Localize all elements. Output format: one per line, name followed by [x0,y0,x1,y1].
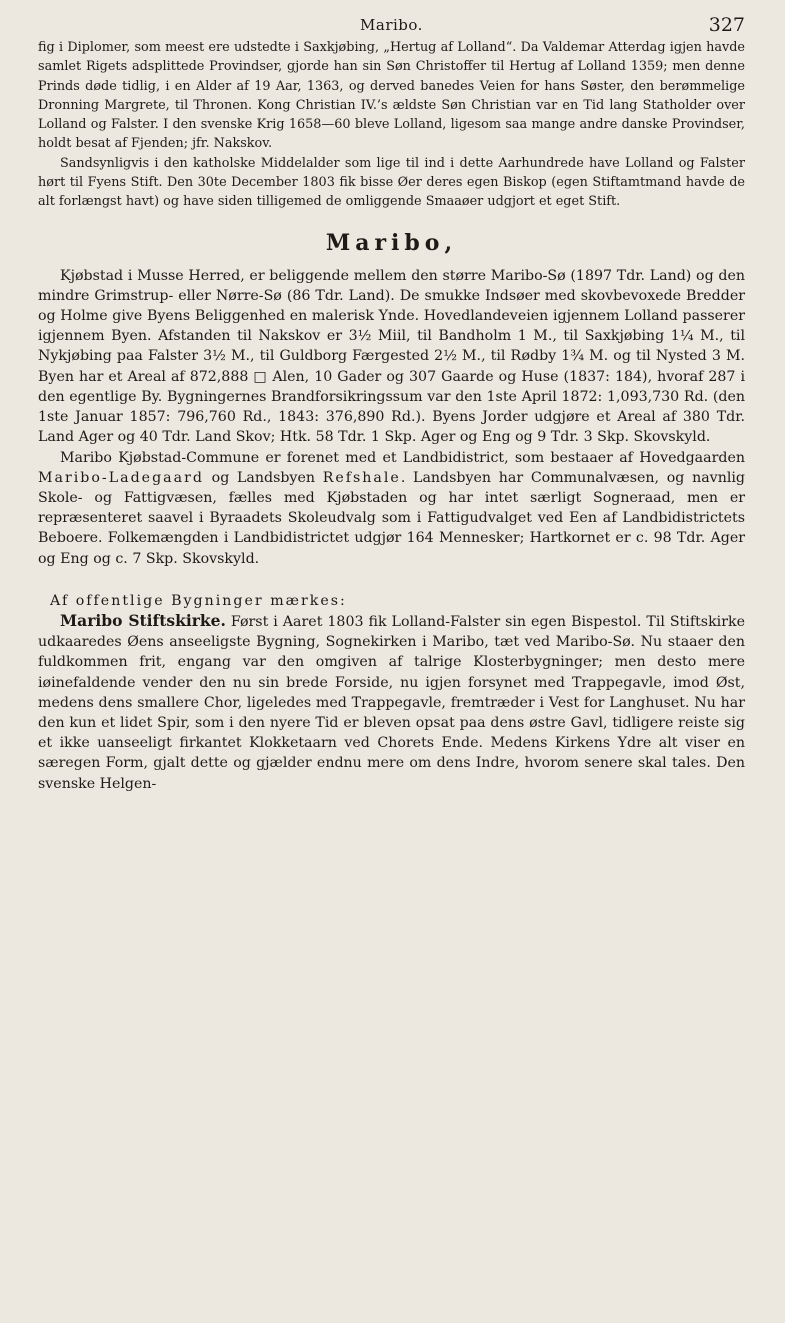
running-title: Maribo. [360,16,423,34]
stiftskirke-paragraph [38,611,745,794]
intro-paragraph-2: Sandsynligvis i den katholske Middelalder som lige til ind i dette Aarhundrede have Lolland og Falster hørt til Fyens Stift. Den 30te December 1803 fik bisse Øer deres egen Biskop (egen Stiftamtmand havde de alt forlængst havt) og have siden tilligemed de omliggende Smaaøer udgjort et eget Stift. [38,155,745,210]
page-number: 327 [708,14,745,36]
section-title: Maribo, [325,229,458,256]
page-header [38,10,745,38]
commune-paragraph [38,448,745,569]
stiftskirke-lead: Maribo Stiftskirke. [60,610,226,630]
stiftskirke-text: Først i Aaret 1803 fik Lolland-Falster sin egen Bispestol. Til Stiftskirke udkaaredes Øens anseeligste Bygning, Sognekirken i Maribo, tæt ved Maribo-Sø. Nu staaer den fuldkommen frit, engang var den omgiven af talrige Klosterbygninger; men desto mere iøinefaldende vender den nu sin brede Forside, nu igjen forsynet med Trappegavle, imod Øst, medens dens smallere Chor, ligeledes med Trappegavle, fremtræder i Vest for Langhuset. Nu har den kun et lidet Spir, som i den nyere Tid er bleven opsat paa dens østre Gavl, tidligere reiste sig et ikke uanseeligt firkantet Klokketaarn ved Chorets Ende. Medens Kirkens Ydre alt viser en særegen Form, gjalt dette og gjælder endnu mere om dens Indre, hvorom senere skal tales. Den svenske Helgen- [38,613,745,792]
main-paragraph: Kjøbstad i Musse Herred, er beliggende mellem den større Maribo-Sø (1897 Tdr. Land) og den mindre Grimstrup- eller Nørre-Sø (86 Tdr. Land). De smukke Indsøer med skovbevoxede Bredder og Holme give Byens Beliggenhed en malerisk Ynde. Hovedlandeveien igjennem Lolland passerer igjennem Byen. Afstanden til Nakskov er 3½ Miil, til Bandholm 1 M., til Saxkjøbing 1¼ M., til Nykjøbing paa Falster 3½ M., til Guldborg Færgested 2½ M., til Rødby 1¾ M. og til Nysted 3 M. Byen har et Areal af 872,888 □ Alen, 10 Gader og 307 Gaarde og Huse (1837: 184), hvoraf 287 i den egentlige By. Bygningernes Brandforsikringssum var den 1ste April 1872: 1,093,730 Rd. (den 1ste Januar 1857: 796,760 Rd., 1843: 376,890 Rd.). Byens Jorder udgjøre et Areal af 380 Tdr. Land Ager og 40 Tdr. Land Skov; Htk. 58 Tdr. 1 Skp. Ager og Eng og 9 Tdr. 3 Skp. Skovskyld. [38,267,745,446]
public-buildings-heading-text: Af offentlige Bygninger mærkes: [50,592,347,609]
place-maribo-ladegaard: Maribo-Ladegaard [38,469,204,486]
commune-text-b: og Landsbyen [203,469,323,486]
place-refshale: Refshale [322,469,401,486]
intro-paragraph-1: fig i Diplomer, som meest ere udstedte i Saxkjøbing, „Hertug af Lolland“. Da Valdemar Atterdag igjen havde samlet Rigets adsplittede Provindser, gjorde han sin Søn Christoffer til Hertug af Lolland 1359; men denne Prinds døde tidlig, i en Alder af 19 Aar, 1363, og derved banedes Veien for hans Søster, den berømmelige Dronning Margrete, til Thronen. Kong Christian IV.’s ældste Søn Christian var en Tid lang Statholder over Lolland og Falster. I den svenske Krig 1658—60 bleve Lolland, ligesom saa mange andre danske Provindser, holdt besat af Fjenden; jfr. Nakskov. [38,40,745,152]
commune-text-c: . Landsbyen har Communalvæsen, og navnlig Skole- og Fattigvæsen, fælles med Kjøbstaden og har intet særligt Sogneraad, men er repræsenteret saavel i Byraadets Skoleudvalg som i Fattigudvalget ved Een af Landbidistrictets Beboere. Folkemængden i Landbidistrictet udgjør 164 Mennesker; Hartkornet er c. 98 Tdr. Ager og Eng og c. 7 Skp. Skovskyld. [38,469,745,567]
commune-text-a: Maribo Kjøbstad-Commune er forenet med et Landbidistrict, som bestaaer af Hovedgaarden [60,449,745,466]
public-buildings-heading [38,591,745,611]
